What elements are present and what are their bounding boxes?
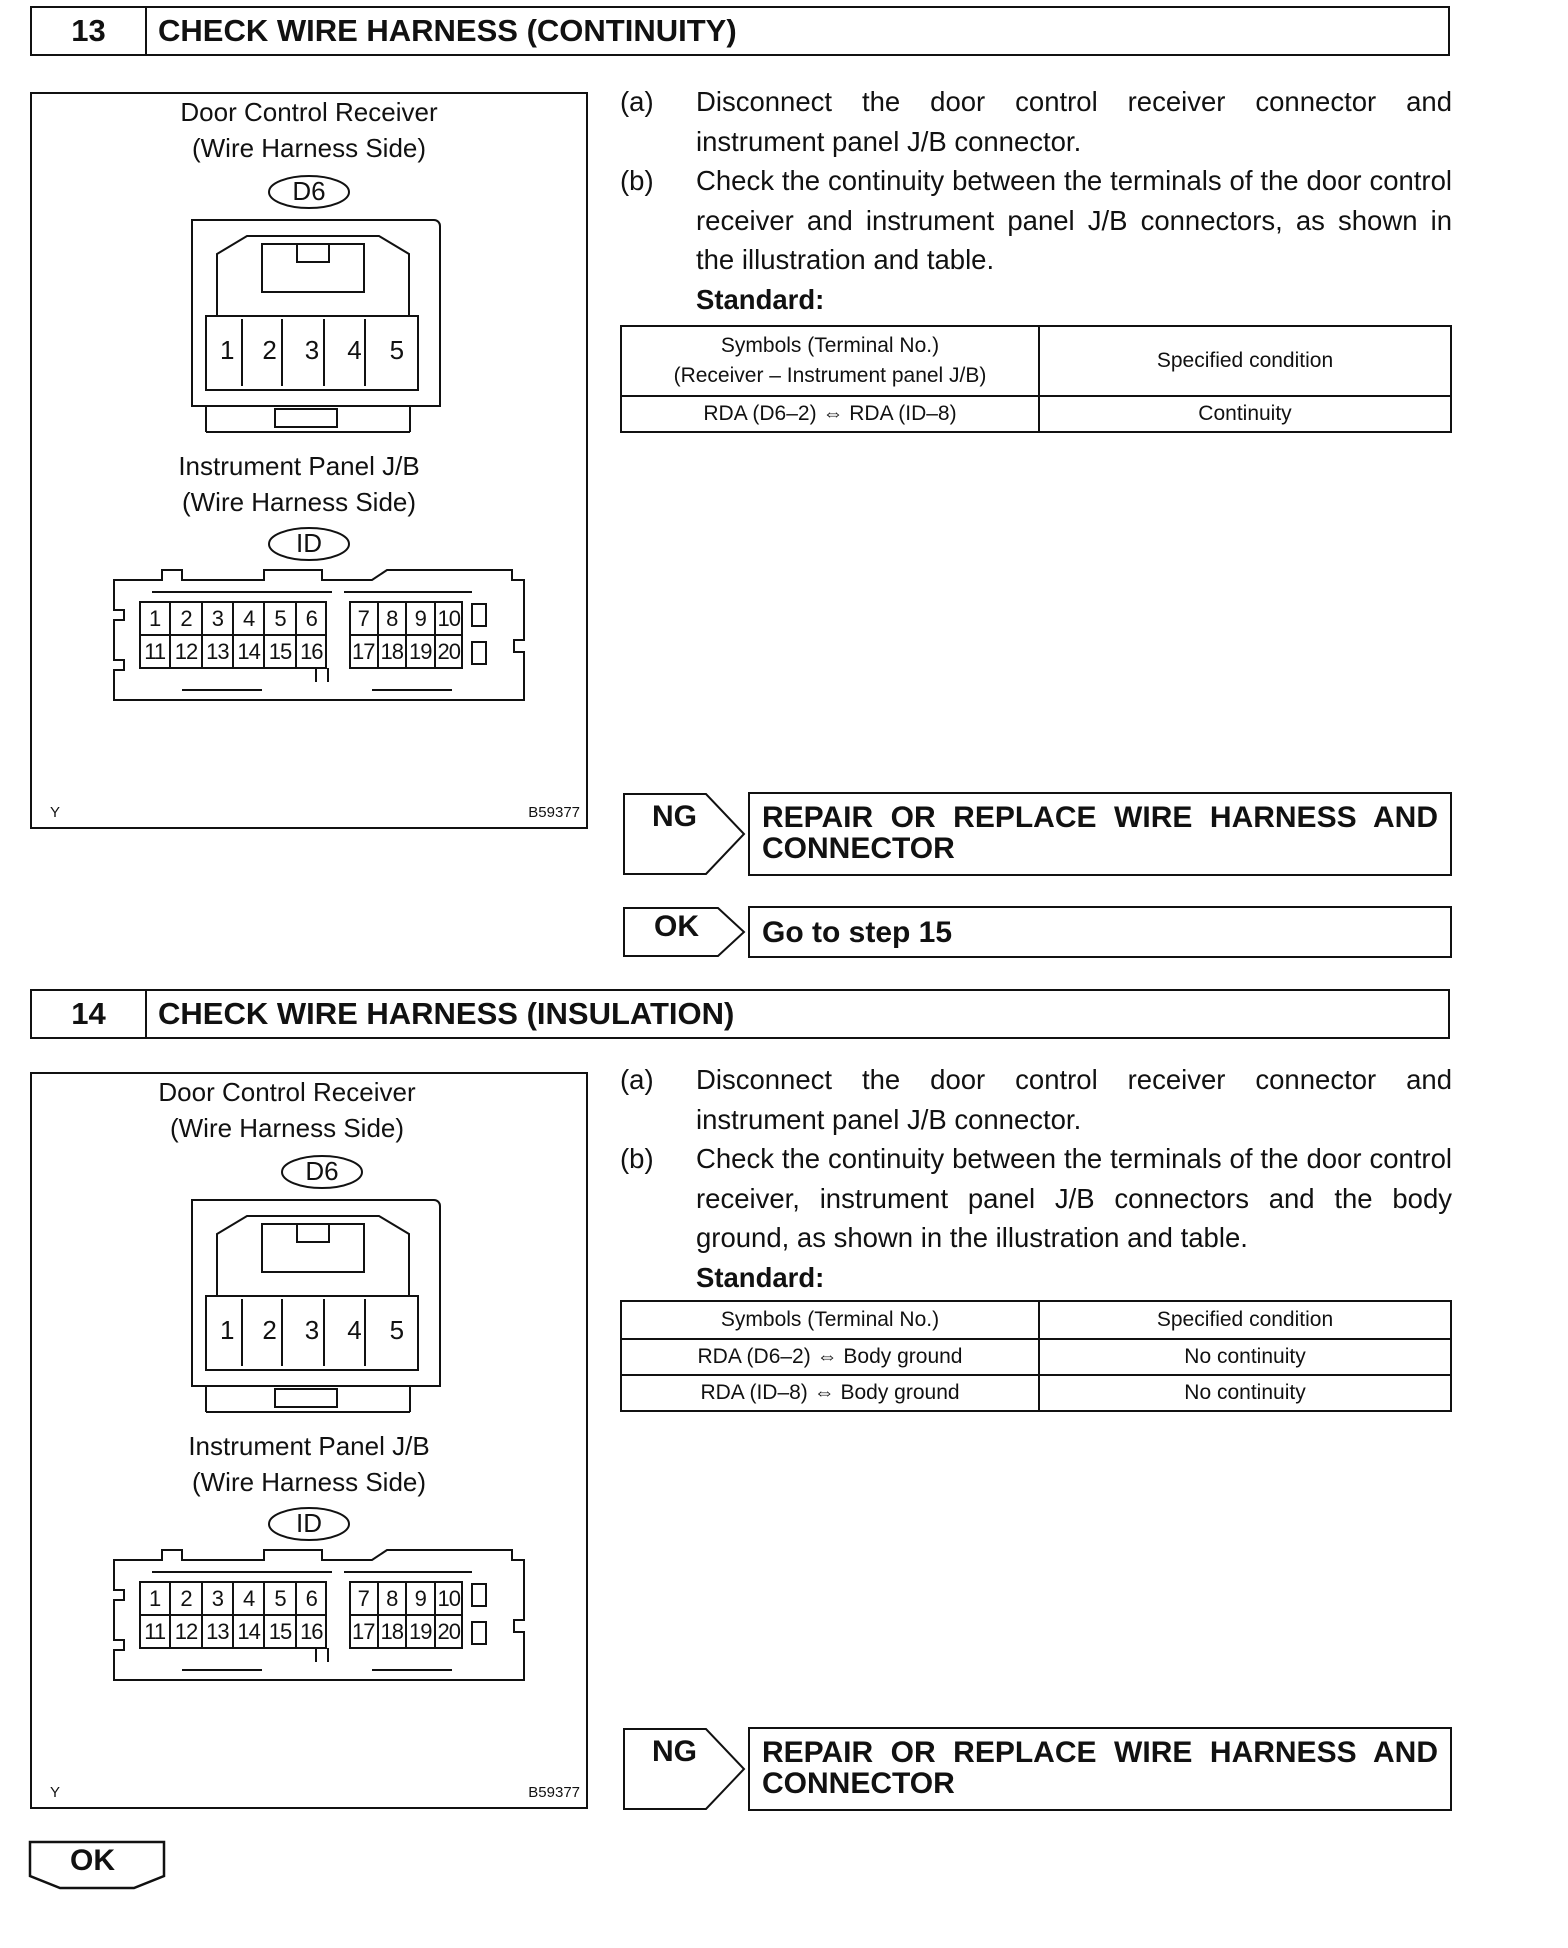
pin-label: 4 xyxy=(347,1315,362,1345)
pin-label: 1 xyxy=(219,1315,235,1345)
receiver-pins xyxy=(206,330,418,370)
figure-corner-left: Y xyxy=(50,1784,61,1801)
pin-label: 3 xyxy=(201,602,232,635)
table-header-symbols: Symbols (Terminal No.) xyxy=(621,1301,1039,1339)
ng-result-line: CONNECTOR xyxy=(762,1767,955,1800)
pin-label: 16 xyxy=(295,635,326,668)
standard-label: Standard: xyxy=(696,283,825,315)
pin-label: 19 xyxy=(405,1615,434,1648)
pin-label: 18 xyxy=(377,1615,406,1648)
receiver-connector-id: D6 xyxy=(292,176,326,206)
jb-connector-id: ID xyxy=(296,1508,322,1538)
table-row xyxy=(621,396,1451,432)
pin-label: 1 xyxy=(149,1586,161,1611)
pin-label: 17 xyxy=(352,639,375,664)
spec-table xyxy=(620,1300,1452,1412)
jb-pins-right-top xyxy=(350,602,462,635)
pin-label: 9 xyxy=(405,1582,434,1615)
pin-label: 18 xyxy=(377,635,406,668)
table-cell-condition: No continuity xyxy=(1039,1339,1451,1375)
instruction-b xyxy=(620,1139,1452,1258)
pin-label: 4 xyxy=(347,335,362,365)
table-row xyxy=(621,1339,1451,1375)
figure-corner-left: Y xyxy=(50,804,61,821)
figure-id: B59377 xyxy=(528,1784,580,1801)
pin-label: 9 xyxy=(405,602,434,635)
instruction-a xyxy=(620,82,1452,161)
pin-label: 16 xyxy=(295,1615,326,1648)
instruction-label: (a) xyxy=(620,1064,654,1095)
table-row xyxy=(621,1375,1451,1411)
step-number: 13 xyxy=(32,8,147,54)
ok-result: Go to step 15 xyxy=(748,906,1452,958)
pin-label: 10 xyxy=(434,602,463,635)
receiver-caption-side: (Wire Harness Side) xyxy=(169,1113,405,1143)
step-title: CHECK WIRE HARNESS (CONTINUITY) xyxy=(158,13,737,48)
jb-pins-right-top xyxy=(350,1582,462,1615)
pin-label: 5 xyxy=(263,1582,294,1615)
pin-label: 1 xyxy=(149,606,161,631)
pin-label: 14 xyxy=(232,1615,263,1648)
connector-figure xyxy=(30,92,588,829)
jb-connector-id: ID xyxy=(296,528,322,558)
table-cell-symbol: RDA (D6–2) ⇔ RDA (ID–8) xyxy=(621,396,1039,432)
pin-label: 20 xyxy=(434,635,463,668)
table-cell-condition: Continuity xyxy=(1039,396,1451,432)
table-header-condition: Specified condition xyxy=(1039,326,1451,396)
ng-result-line: CONNECTOR xyxy=(762,832,955,865)
receiver-caption: Door Control Receiver xyxy=(158,1077,416,1107)
table-header-condition: Specified condition xyxy=(1039,1301,1451,1339)
jb-pins-left-bottom xyxy=(140,1615,326,1648)
pin-label: 13 xyxy=(201,635,232,668)
jb-pins-left-top xyxy=(140,1582,326,1615)
pin-label: 10 xyxy=(434,1582,463,1615)
pin-label: 20 xyxy=(434,1615,463,1648)
ng-result xyxy=(748,792,1452,876)
pin-label: 7 xyxy=(357,1586,369,1611)
pin-label: 8 xyxy=(377,1582,406,1615)
spec-table xyxy=(620,325,1452,433)
pin-label: 19 xyxy=(405,635,434,668)
receiver-connector-id: D6 xyxy=(305,1156,339,1186)
jb-caption: Instrument Panel J/B xyxy=(178,451,420,481)
step-number: 14 xyxy=(32,991,147,1037)
ng-result-line: REPAIR OR REPLACE WIRE HARNESS AND xyxy=(762,801,1438,834)
ok-label: OK xyxy=(654,910,699,943)
instruction-a xyxy=(620,1060,1452,1139)
table-cell-condition: No continuity xyxy=(1039,1375,1451,1411)
instruction-text: Check the continuity between the terminals of the door control receiver, instrument panel J/B connectors and the body ground, as shown in the illustration and table. xyxy=(696,1143,1452,1253)
pin-label: 5 xyxy=(389,335,405,365)
pin-label: 14 xyxy=(232,635,263,668)
instruction-label: (b) xyxy=(620,165,654,196)
jb-caption: Instrument Panel J/B xyxy=(188,1431,430,1461)
pin-label: 3 xyxy=(201,1582,232,1615)
step-title: CHECK WIRE HARNESS (INSULATION) xyxy=(158,996,735,1031)
header-line: Symbols (Terminal No.) xyxy=(720,334,940,357)
pin-label: 2 xyxy=(262,335,277,365)
pin-label: 11 xyxy=(144,1619,166,1644)
figure-id: B59377 xyxy=(528,804,580,821)
pin-label: 13 xyxy=(201,1615,232,1648)
instruction-text: Disconnect the door control receiver connector and instrument panel J/B connector. xyxy=(696,1064,1452,1135)
receiver-caption-side: (Wire Harness Side) xyxy=(191,133,427,163)
ng-label: NG xyxy=(652,800,697,833)
receiver-connector-body xyxy=(192,220,440,406)
pin-label: 4 xyxy=(232,1582,263,1615)
ng-result xyxy=(748,1727,1452,1811)
ng-result-line: REPAIR OR REPLACE WIRE HARNESS AND xyxy=(762,1736,1438,1769)
instruction-text: Check the continuity between the terminals of the door control receiver and instrument panel J/B connectors, as shown in the illustration and table. xyxy=(696,165,1452,275)
ok-label: OK xyxy=(70,1844,115,1877)
connector-figure xyxy=(30,1072,588,1809)
pin-label: 7 xyxy=(357,606,369,631)
table-cell-symbol: RDA (D6–2) ⇔ Body ground xyxy=(621,1339,1039,1375)
receiver-pins xyxy=(206,1310,418,1350)
pin-label: 6 xyxy=(295,602,326,635)
header-line: (Receiver – Instrument panel J/B) xyxy=(673,364,987,387)
pin-label: 3 xyxy=(304,1315,320,1345)
ng-label: NG xyxy=(652,1735,697,1768)
jb-caption-side: (Wire Harness Side) xyxy=(191,1467,427,1497)
pin-label: 15 xyxy=(263,1615,294,1648)
standard-label: Standard: xyxy=(696,1261,825,1293)
pin-label: 2 xyxy=(169,602,200,635)
pin-label: 2 xyxy=(169,1582,200,1615)
receiver-connector-body xyxy=(192,1200,440,1386)
pin-label: 8 xyxy=(377,602,406,635)
pin-label: 5 xyxy=(263,602,294,635)
step14-header xyxy=(30,989,1450,1039)
jb-caption-side: (Wire Harness Side) xyxy=(181,487,417,517)
jb-pins-left-top xyxy=(140,602,326,635)
receiver-caption: Door Control Receiver xyxy=(180,97,438,127)
table-header-symbols xyxy=(621,326,1039,396)
pin-label: 11 xyxy=(144,639,166,664)
pin-label: 3 xyxy=(304,335,320,365)
jb-pins-left-bottom xyxy=(140,635,326,668)
step13-header xyxy=(30,6,1450,56)
pin-label: 6 xyxy=(295,1582,326,1615)
jb-pins-right-bottom xyxy=(350,1615,462,1648)
pin-label: 5 xyxy=(389,1315,405,1345)
instruction-label: (b) xyxy=(620,1143,654,1174)
pin-label: 2 xyxy=(262,1315,277,1345)
pin-label: 15 xyxy=(263,635,294,668)
pin-label: 12 xyxy=(169,1615,200,1648)
instruction-label: (a) xyxy=(620,86,654,117)
pin-label: 4 xyxy=(232,602,263,635)
instructions xyxy=(620,82,1452,319)
instruction-text: Disconnect the door control receiver connector and instrument panel J/B connector. xyxy=(696,86,1452,157)
pin-label: 17 xyxy=(352,1619,375,1644)
pin-label: 1 xyxy=(219,335,235,365)
instruction-b xyxy=(620,161,1452,280)
instructions xyxy=(620,1060,1452,1297)
table-cell-symbol: RDA (ID–8) ⇔ Body ground xyxy=(621,1375,1039,1411)
jb-pins-right-bottom xyxy=(350,635,462,668)
pin-label: 12 xyxy=(169,635,200,668)
